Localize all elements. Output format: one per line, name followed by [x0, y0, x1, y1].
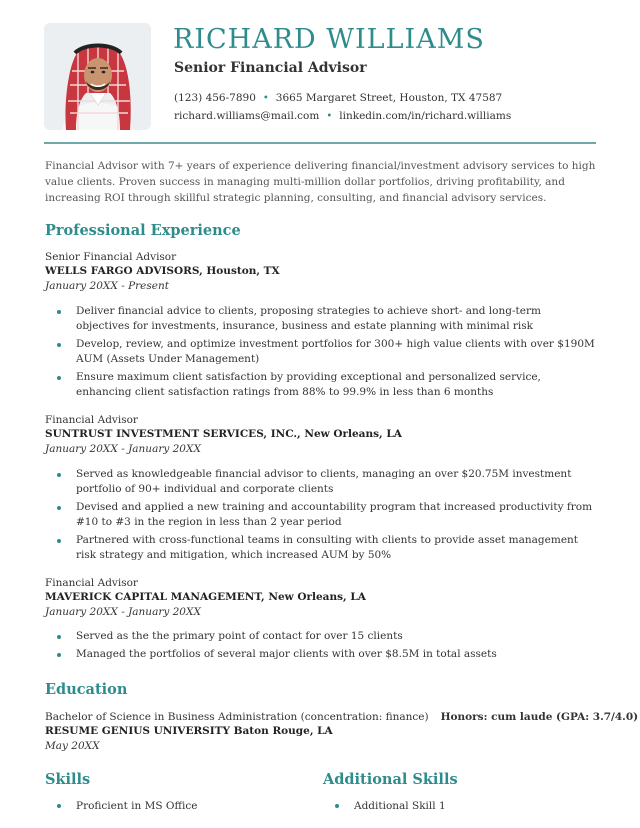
header-divider [44, 142, 596, 144]
profile-photo [44, 23, 151, 130]
bullet-icon [335, 804, 339, 808]
job-dates: January 20XX - January 20XX [45, 443, 201, 455]
list-item [57, 533, 597, 563]
list-item [57, 337, 597, 367]
bullet-text: Served as the the primary point of contact for over 15 clients [76, 630, 403, 642]
job-bullets [57, 467, 597, 566]
linkedin-link[interactable]: linkedin.com/in/richard.williams [339, 110, 512, 122]
contact-line-2 [174, 110, 511, 122]
job-bullets [57, 629, 597, 665]
experience-heading: Professional Experience [45, 222, 241, 239]
bullet-icon [57, 343, 61, 347]
list-item [57, 304, 597, 334]
skills-heading: Skills [45, 771, 91, 788]
additional-skills-heading: Additional Skills [323, 771, 458, 788]
job-entry [45, 576, 605, 619]
job-company: WELLS FARGO ADVISORS, Houston, TX [45, 265, 280, 277]
degree-text: Bachelor of Science in Business Administration (concentration: finance) [45, 711, 429, 723]
list-item [57, 370, 597, 400]
bullet-icon [57, 376, 61, 380]
job-dates: January 20XX - Present [45, 280, 169, 292]
bullet-icon [57, 310, 61, 314]
bullet-text: Develop, review, and optimize investment portfolios for 300+ high value clients with over $190M AUM (Assets Under Management) [76, 338, 595, 365]
separator-dot-icon: • [262, 93, 269, 104]
school-name: RESUME GENIUS UNIVERSITY Baton Rouge, LA [45, 725, 333, 737]
phone-text: (123) 456-7890 [174, 92, 256, 104]
bullet-text: Ensure maximum client satisfaction by providing exceptional and personalized service, enhancing client satisfaction ratings from 88% to 99.9% in less than 6 months [76, 371, 541, 398]
degree-line [45, 710, 639, 724]
list-item [57, 629, 597, 644]
bullet-icon [57, 506, 61, 510]
job-bullets [57, 304, 597, 403]
job-role: Financial Advisor [45, 577, 138, 589]
bullet-text: Managed the portfolios of several major clients with over $8.5M in total assets [76, 648, 497, 660]
job-role: Financial Advisor [45, 414, 138, 426]
summary-paragraph: Financial Advisor with 7+ years of experience delivering financial/investment advisory services to high value clients. Proven success in managing multi-million dollar portfolios, driving profitability, and increasing ROI through skillful strategic planning, consulting, and financial advisory services. [45, 160, 596, 204]
separator-dot-icon: • [326, 111, 333, 122]
bullet-icon [57, 539, 61, 543]
bullet-text: Devised and applied a new training and accountability program that increased productivity from #10 to #3 in the region in less than 2 year period [76, 501, 593, 528]
bullet-text: Served as knowledgeable financial advisor to clients, managing an over $20.75M investment portfolio of 90+ individual and corporate clients [76, 468, 572, 495]
bullet-icon [57, 635, 61, 639]
skill-text: Additional Skill 1 [354, 800, 446, 812]
job-company: MAVERICK CAPITAL MANAGEMENT, New Orleans, LA [45, 591, 366, 603]
bullet-text: Partnered with cross-functional teams in consulting with clients to provide asset management risk strategy and mitigation, which increased AUM by 50% [76, 534, 579, 561]
person-avatar-icon [44, 23, 151, 130]
bullet-icon [57, 804, 61, 808]
skill-item [57, 800, 197, 812]
education-entry [45, 710, 639, 753]
job-company: SUNTRUST INVESTMENT SERVICES, INC., New Orleans, LA [45, 428, 402, 440]
job-dates: January 20XX - January 20XX [45, 606, 201, 618]
address-text: 3665 Margaret Street, Houston, TX 47587 [275, 92, 503, 104]
email-link[interactable]: richard.williams@mail.com [174, 110, 320, 122]
bullet-icon [57, 473, 61, 477]
list-item [57, 467, 597, 497]
list-item [57, 647, 597, 662]
graduation-date: May 20XX [45, 740, 100, 752]
job-entry [45, 413, 605, 456]
list-item [57, 500, 597, 530]
job-entry [45, 250, 605, 293]
candidate-name: RICHARD WILLIAMS [173, 24, 485, 55]
skill-text: Proficient in MS Office [76, 800, 198, 812]
bullet-text: Deliver financial advice to clients, proposing strategies to achieve short- and long-term objectives for investments, insurance, business and estate planning with minimal risk [76, 305, 541, 332]
bullet-icon [57, 653, 61, 657]
education-heading: Education [45, 681, 128, 698]
candidate-title: Senior Financial Advisor [174, 60, 367, 76]
job-role: Senior Financial Advisor [45, 251, 177, 263]
contact-line-1 [174, 92, 502, 104]
skill-item [335, 800, 446, 812]
honors-text: Honors: cum laude (GPA: 3.7/4.0) [440, 711, 639, 723]
